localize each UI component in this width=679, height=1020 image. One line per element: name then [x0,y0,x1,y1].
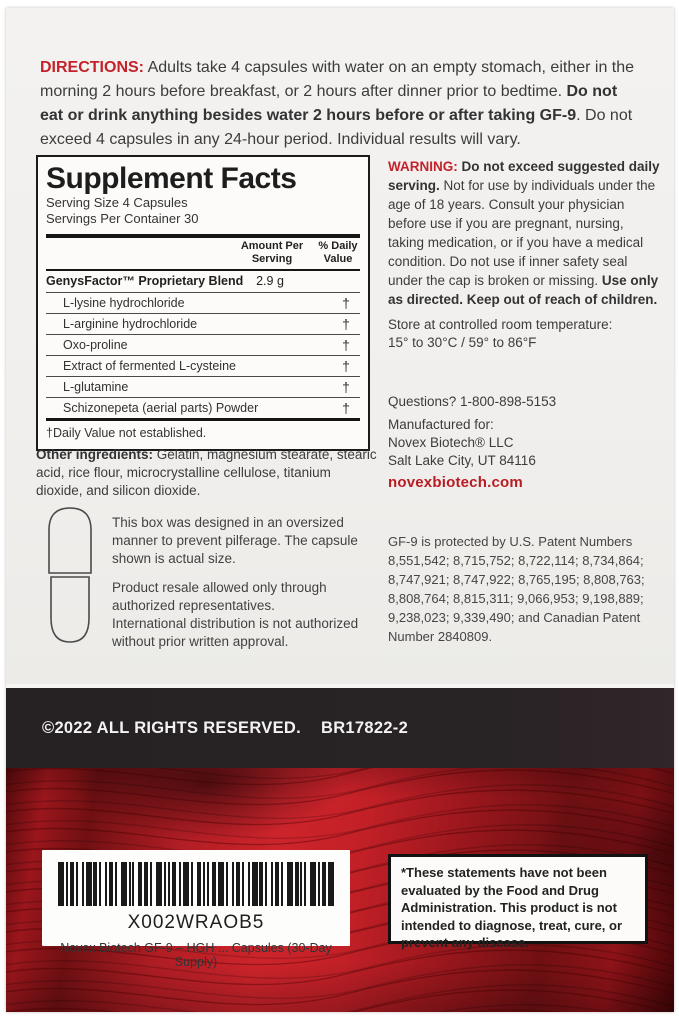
ingredient-dv: † [342,295,350,311]
serving-size: Serving Size 4 Capsules [46,195,188,210]
directions-text-bold: Do not eat or drink anything besides water 2 hours before or after taking GF-9 [40,83,618,124]
website-url: novexbiotech.com [388,474,523,491]
info-panel [6,8,674,684]
column-header-amount: Amount Per Serving [240,240,304,265]
copyright-text [6,719,408,738]
company-city: Salt Lake City, UT 84116 [388,453,536,468]
ingredient-row [46,334,360,355]
warning-bold-1: Do not exceed suggested daily serving. [388,159,660,193]
questions-phone: Questions? 1-800-898-5153 [388,394,557,409]
barcode-value: X002WRAOB5 [127,912,265,933]
box-back-face [6,8,674,1012]
other-ingredients-label: Other ingredients: [36,447,154,462]
fda-disclaimer-box [388,854,648,950]
ingredient-row [46,313,360,334]
blend-row [46,271,360,292]
patent-notice: GF-9 is protected by U.S. Patent Numbers 8,551,542; 8,715,752; 8,722,114; 8,734,864; 8,747,921; 8,747,922; 8,765,195; 8,808,763; 8,808,764; 8,815,311; 9,066,953; 9,198,889; 9,238,023; 9,339,490; and Canadian Patent Number 2840809. [388,534,645,644]
fda-disclaimer-text: *These statements have not been evaluated by the Food and Drug Administration. This product is not intended to diagnose, treat, cure, or prevent any disease. [401,865,623,950]
ingredient-name: Schizonepeta (aerial parts) Powder [63,401,259,415]
pilferage-paragraph-1: This box was designed in an oversized manner to prevent pilferage. The capsule shown is actual size. [112,515,358,566]
directions-paragraph [40,56,642,152]
other-ingredients [36,446,378,500]
capsule-actual-size-icon [42,504,98,646]
ingredient-dv: † [342,379,350,395]
daily-value-footnote: †Daily Value not established. [46,426,207,440]
servings-per-container: Servings Per Container 30 [46,211,199,226]
blend-amount: 2.9 g [256,274,284,288]
storage-line-1: Store at controlled room temperature: [388,317,613,332]
ingredient-name: L-lysine hydrochloride [63,296,185,310]
barcode-label [42,850,350,969]
red-bottom-panel [6,768,674,1012]
warning-regular: Not for use by individuals under the age of 18 years. Consult your physician before use if you are pregnant, nursing, taking medication, or if you have a medical condition. Do not use if inner safety seal under the cap is broken or missing. [388,178,656,288]
barcode-caption: Novex Biotech GF-9 – HGH ... Capsules (30-Day Supply) [60,941,332,969]
manufactured-for-label: Manufactured for: [388,417,494,432]
blend-name: GenysFactor™ Proprietary Blend [46,274,244,288]
resale-note-line-1: Product resale allowed only through authorized representatives. [112,580,327,613]
pilferage-note [112,514,374,651]
ingredient-name: Oxo-proline [63,338,128,352]
ingredient-dv: † [342,400,350,416]
column-header-daily-value: % Daily Value [318,240,358,265]
ingredient-name: Extract of fermented L-cysteine [63,359,236,373]
directions-label: DIRECTIONS: [40,59,144,76]
ingredient-dv: † [342,358,350,374]
facts-column-headers [46,238,360,269]
supplement-facts-title: Supplement Facts [46,162,297,195]
copyright-notice: ©2022 ALL RIGHTS RESERVED. [42,718,301,737]
supplement-facts-panel [36,155,370,451]
ingredient-dv: † [342,316,350,332]
other-ingredients-text: Gelatin, magnesium stearate, stearic acid, rice flour, microcrystalline cellulose, titanium dioxide, and silicon dioxide. [36,447,377,498]
directions-text-2: . Do not exceed 4 capsules in any 24-hour period. Individual results will vary. [40,107,633,148]
copyright-bar [6,688,674,768]
manufacturer-block [388,416,662,470]
storage-line-2: 15° to 30°C / 59° to 86°F [388,335,537,350]
warning-paragraph [388,157,662,309]
ingredient-row [46,397,360,418]
ingredient-name: L-arginine hydrochloride [63,317,198,331]
ingredient-row [46,355,360,376]
warning-bold-2: Use only as directed. Keep out of reach of children. [388,273,659,307]
batch-code: BR17822-2 [320,718,409,737]
ingredient-dv: † [342,337,350,353]
resale-note-line-2: International distribution is not authorized without prior written approval. [112,616,359,649]
storage-instructions [388,316,662,352]
ingredient-row [46,376,360,397]
ingredient-row [46,292,360,313]
company-name: Novex Biotech® LLC [388,435,514,450]
directions-text-1: Adults take 4 capsules with water on an empty stomach, either in the morning 2 hours before breakfast, or 2 hours after dinner prior to bedtime. [40,59,635,100]
warning-label: WARNING: [388,159,458,174]
ingredient-name: L-glutamine [63,380,129,394]
barcode-icon [58,862,334,906]
